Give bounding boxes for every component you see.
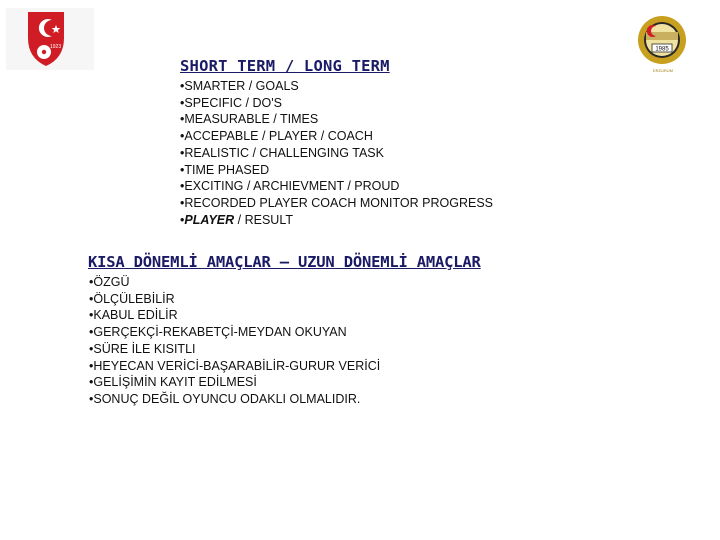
emblem-caption: ERZURUM: [653, 68, 673, 73]
list-item: •SPECIFIC / DO'S: [180, 95, 282, 110]
list-item-rest: / RESULT: [234, 212, 293, 227]
list-item: •GERÇEKÇİ-REKABETÇİ-MEYDAN OKUYAN: [89, 325, 347, 340]
list-item: •REALISTIC / CHALLENGING TASK: [180, 145, 384, 160]
list-item-last: [180, 212, 493, 229]
section1-title: SHORT TERM / LONG TERM: [180, 57, 390, 75]
emblem-year: 1985: [655, 46, 669, 53]
list-item: •ÖZGÜ: [89, 275, 130, 289]
list-item: •KABUL EDİLİR: [89, 308, 178, 323]
section2-title: KISA DÖNEMLİ AMAÇLAR – UZUN DÖNEMLİ AMAÇLAR: [88, 253, 481, 271]
list-item: •MEASURABLE / TIMES: [180, 112, 319, 127]
list-item: •TIME PHASED: [180, 162, 270, 177]
crest-year: 1923: [50, 44, 62, 50]
list-item: •GELİŞİMİN KAYIT EDİLMESİ: [89, 375, 257, 390]
emphasis-text: PLAYER: [184, 212, 235, 227]
list-item: •ÖLÇÜLEBİLİR: [89, 291, 175, 306]
bullet: •: [180, 212, 185, 227]
list-item: •SONUÇ DEĞİL OYUNCU ODAKLI OLMALIDIR.: [89, 391, 361, 406]
section1-list: [180, 78, 493, 228]
list-item: •HEYECAN VERİCİ-BAŞARABİLİR-GURUR VERİCİ: [89, 358, 381, 373]
list-item: •ACCEPABLE / PLAYER / COACH: [180, 129, 373, 144]
list-item: •RECORDED PLAYER COACH MONITOR PROGRESS: [180, 195, 493, 210]
list-item: •SMARTER / GOALS: [180, 79, 299, 93]
tff-crest-icon: [6, 8, 94, 70]
list-item: •EXCITING / ARCHIEVMENT / PROUD: [180, 179, 400, 194]
section2-list: [89, 274, 380, 408]
list-item: •SÜRE İLE KISITLI: [89, 341, 196, 356]
